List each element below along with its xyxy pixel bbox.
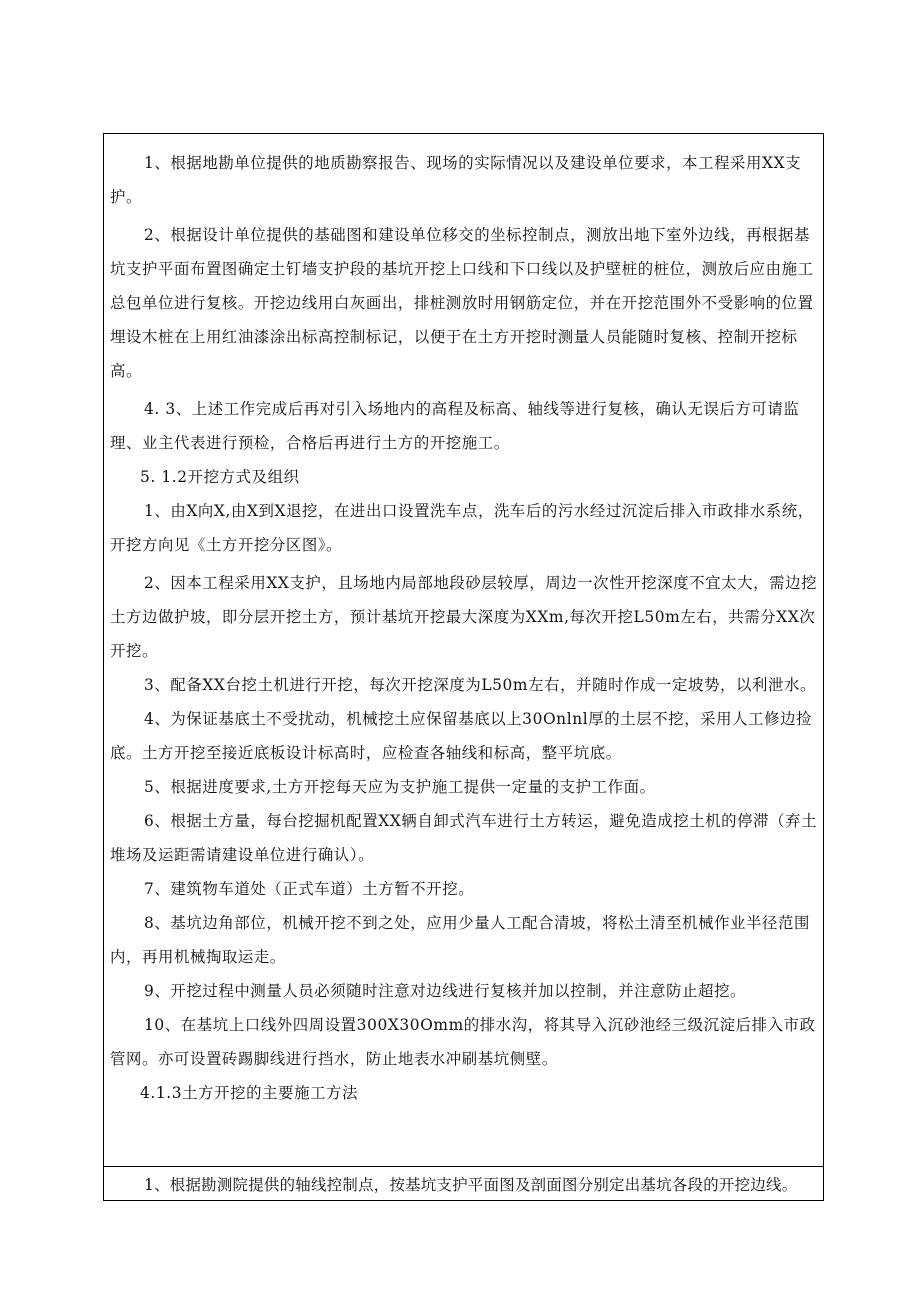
paragraph-7: 4、为保证基底土不受扰动，机械挖土应保留基底以上30Onlnl厚的土层不挖，采用人工修边捡底。土方开挖至接近底板设计标高时，应检查各轴线和标高，整平坑底。 — [110, 710, 813, 762]
row-divider — [103, 1166, 824, 1167]
paragraph-10: 7、建筑物车道处（正式车道）土方暂不开挖。 — [144, 880, 475, 898]
paragraph-6: 3、配备XX台挖土机进行开挖，每次开挖深度为L50m左右，并随时作成一定坡势，以利泄水。 — [144, 676, 816, 694]
document-body — [110, 146, 818, 1110]
paragraph-3: 4. 3、上述工作完成后再对引入场地内的高程及标高、轴线等进行复核，确认无误后方可请监理、业主代表进行预检，合格后再进行土方的开挖施工。 — [110, 400, 800, 452]
paragraph-8: 5、根据进度要求,土方开挖每天应为支护施工提供一定量的支护工作面。 — [144, 778, 656, 796]
paragraph-1: 1、根据地勘单位提供的地质勘察报告、现场的实际情况以及建设单位要求，本工程采用XX支护。 — [110, 154, 802, 206]
paragraph-11: 8、基坑边角部位，机械开挖不到之处，应用少量人工配合清坡，将松土清至机械作业半径范围内，再用机械掏取运走。 — [110, 914, 811, 966]
last-row-paragraph: 1、根据勘测院提供的轴线控制点，按基坑支护平面图及剖面图分别定出基坑各段的开挖边线。 — [144, 1176, 798, 1194]
paragraph-4: 1、由X向X,由X到X退挖，在进出口设置洗车点，洗车后的污水经过沉淀后排入市政排水系统，开挖方向见《土方开挖分区图》。 — [110, 502, 814, 554]
section-heading-1-2: 5. 1.2开挖方式及组织 — [140, 468, 300, 486]
paragraph-9: 6、根据土方量，每台挖掘机配置XX辆自卸式汽车进行土方转运，避免造成挖土机的停滞（弃土堆场及运距需请建设单位进行确认）。 — [110, 812, 818, 864]
paragraph-2: 2、根据设计单位提供的基础图和建设单位移交的坐标控制点，测放出地下室外边线，再根据基坑支护平面布置图确定土钉墙支护段的基坑开挖上口线和下口线以及护壁桩的桩位，测放后应由施工总包单位进行复核。开挖边线用白灰画出，排桩测放时用钢筋定位，并在开挖范围外不受影响的位置埋设木桩在上用红油漆涂出标高控制标记，以便于在土方开挖时测量人员能随时复核、控制开挖标高。 — [110, 226, 814, 380]
paragraph-12: 9、开挖过程中测量人员必须随时注意对边线进行复核并加以控制，并注意防止超挖。 — [144, 982, 747, 1000]
paragraph-5: 2、因本工程采用XX支护，且场地内局部地段砂层较厚，周边一次性开挖深度不宜太大，需边挖土方边做护坡，即分层开挖土方，预计基坑开挖最大深度为XXm,每次开挖L50m左右，共需分XX次开挖。 — [110, 574, 818, 660]
paragraph-13: 10、在基坑上口线外四周设置300X30Omm的排水沟，将其导入沉砂池经三级沉淀后排入市政管网。亦可设置砖踢脚线进行挡水，防止地表水冲刷基坑侧壁。 — [110, 1016, 816, 1068]
section-heading-4-1-3: 4.1.3土方开挖的主要施工方法 — [140, 1084, 359, 1102]
